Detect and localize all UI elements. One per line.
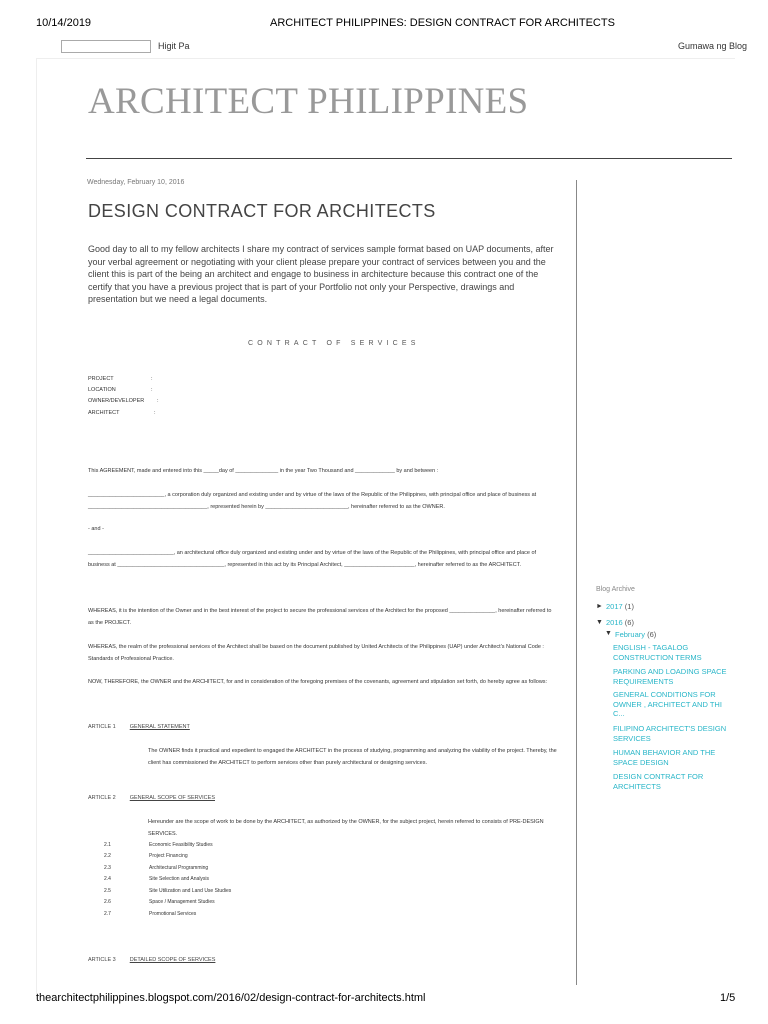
service-number: 2.4 — [104, 876, 111, 882]
archive-year-2016[interactable] — [606, 618, 634, 627]
service-item: Project Financing — [149, 853, 188, 859]
article-3-title: DETAILED SCOPE OF SERVICES — [129, 957, 216, 963]
article-2-title: GENERAL SCOPE OF SERVICES — [129, 795, 215, 801]
field-location-colon: : — [151, 387, 153, 393]
service-item: Space / Management Studies — [149, 899, 215, 905]
service-item: Promotional Services — [149, 911, 197, 917]
blog-archive-heading: Blog Archive — [596, 586, 635, 593]
service-item: Architectural Programming — [149, 865, 209, 871]
collapsed-arrow-icon[interactable]: ► — [596, 603, 603, 610]
service-item: Economic Feasibility Studies — [149, 842, 213, 848]
post-title[interactable]: DESIGN CONTRACT FOR ARCHITECTS — [88, 201, 436, 221]
contract-heading: CONTRACT OF SERVICES — [248, 340, 420, 347]
service-number: 2.6 — [104, 899, 111, 905]
archive-post-link[interactable]: ENGLISH - TAGALOG CONSTRUCTION TERMS — [613, 643, 702, 662]
create-blog-link[interactable]: Gumawa ng Blog — [678, 41, 748, 51]
post-intro: Good day to all to my fellow architects I share my contract of services sample format based on UAP documents, after your verbal agreement or negotiating with your client please prepare your contract of services between you and the client this is part of the being an architect and engage to business in architecture because this contract one of the certify that you have a previous project that is part of your Portfolio not only your Perspective, drawings and presentation but we need a legal documents. — [88, 244, 554, 305]
print-title: ARCHITECT PHILIPPINES: DESIGN CONTRACT FOR ARCHITECTS — [270, 17, 615, 29]
agreement-paragraph: This AGREEMENT, made and entered into this _____day of ______________ in the year Two Thousand and _____________ by and between : — [88, 468, 439, 474]
field-owner-label: OWNER/DEVELOPER — [88, 398, 145, 404]
article-3-heading — [88, 957, 215, 963]
archive-post-link[interactable]: FILIPINO ARCHITECT'S DESIGN SERVICES — [613, 724, 727, 743]
architect-paragraph: ____________________________, an architectural office duly organized and existing under and by virtue of the laws of the Republic of the Philippines, with principal office and place of business at ___________________________________, represented in this act by its Principal Architect, _______________________, hereinafter referred to as the ARCHITECT. — [88, 550, 537, 568]
print-date: 10/14/2019 — [36, 17, 92, 29]
article-2-heading — [88, 795, 215, 801]
article-2-number: ARTICLE 2 — [88, 795, 116, 801]
archive-month-february[interactable] — [615, 630, 656, 639]
service-number: 2.2 — [104, 853, 111, 859]
field-project-colon: : — [151, 376, 153, 382]
field-owner-colon: : — [157, 398, 159, 404]
archive-year-label[interactable]: 2016 — [606, 618, 623, 627]
next-blog-link[interactable]: Higit Pa — [158, 41, 190, 51]
archive-post-link[interactable]: GENERAL CONDITIONS FOR OWNER , ARCHITECT AND THI C... — [613, 690, 722, 719]
archive-post-link[interactable]: DESIGN CONTRACT FOR ARCHITECTS — [613, 772, 704, 791]
sidebar-divider — [576, 180, 577, 985]
article-3-number: ARTICLE 3 — [88, 957, 116, 963]
service-number: 2.3 — [104, 865, 111, 871]
archive-count: (6) — [624, 618, 634, 627]
service-number: 2.1 — [104, 842, 111, 848]
owner-paragraph: _________________________, a corporation duly organized and existing under and by virtue of the laws of the Republic of the Philippines, with principal office and place of business at _______________________________________, represented herein by ___________________________, hereinafter referred to as the OWNER. — [88, 492, 537, 510]
now-therefore-paragraph: NOW, THEREFORE, the OWNER and the ARCHITECT, for and in consideration of the foregoing premises of the covenants, agreement and stipulation set forth, do hereby agree as follows: — [88, 679, 548, 685]
expanded-arrow-icon[interactable]: ▼ — [605, 630, 612, 637]
article-1-number: ARTICLE 1 — [88, 724, 116, 730]
article-1-heading — [88, 724, 190, 730]
print-url: thearchitectphilippines.blogspot.com/2016/02/design-contract-for-architects.html — [36, 992, 426, 1004]
article-1-text: The OWNER finds it practical and expedient to engaged the ARCHITECT in the process of studying, programming and analyzing the viability of the project. Thereby, the client has commissioned the ARCHITECT to perform services other than purely architectural or designing services. — [148, 748, 557, 766]
service-number: 2.7 — [104, 911, 111, 917]
archive-month-label[interactable]: February — [615, 630, 646, 639]
archive-year-label[interactable]: 2017 — [606, 602, 623, 611]
archive-post-link[interactable]: HUMAN BEHAVIOR AND THE SPACE DESIGN — [613, 748, 716, 767]
archive-count: (1) — [624, 602, 634, 611]
header-divider — [86, 158, 732, 159]
search-input[interactable] — [61, 40, 151, 53]
archive-post-link[interactable]: PARKING AND LOADING SPACE REQUIREMENTS — [613, 667, 727, 686]
whereas-paragraph-1: WHEREAS, it is the intention of the Owner and in the best interest of the project to secure the professional services of the Architect for the proposed _______________, hereinafter referred to as the PROJECT. — [88, 608, 552, 626]
archive-year-2017[interactable] — [606, 602, 634, 611]
article-1-title: GENERAL STATEMENT — [129, 724, 190, 730]
archive-count: (6) — [647, 630, 657, 639]
and-separator: - and - — [88, 526, 104, 532]
service-item: Site Selection and Analysis — [149, 876, 210, 882]
blog-title[interactable]: ARCHITECT PHILIPPINES — [88, 81, 529, 122]
whereas-paragraph-2: WHEREAS, the realm of the professional services of the Architect shall be based on the document published by United Architects of the Philippines (UAP) under Architect's National Code : Standards of Professional Practice. — [88, 644, 544, 662]
post-date: Wednesday, February 10, 2016 — [87, 179, 185, 186]
expanded-arrow-icon[interactable]: ▼ — [596, 619, 603, 626]
service-number: 2.5 — [104, 888, 111, 894]
article-2-text: Hereunder are the scope of work to be done by the ARCHITECT, as authorized by the OWNER, for the subject project, herein referred to consists of PRE-DESIGN SERVICES. — [148, 819, 544, 837]
field-location-label: LOCATION — [88, 387, 116, 393]
print-page-number: 1/5 — [720, 992, 736, 1004]
field-architect-label: ARCHITECT — [88, 410, 120, 416]
field-project-label: PROJECT — [88, 376, 114, 382]
service-item: Site Utilization and Land Use Studies — [149, 888, 232, 894]
field-architect-colon: : — [154, 410, 156, 416]
